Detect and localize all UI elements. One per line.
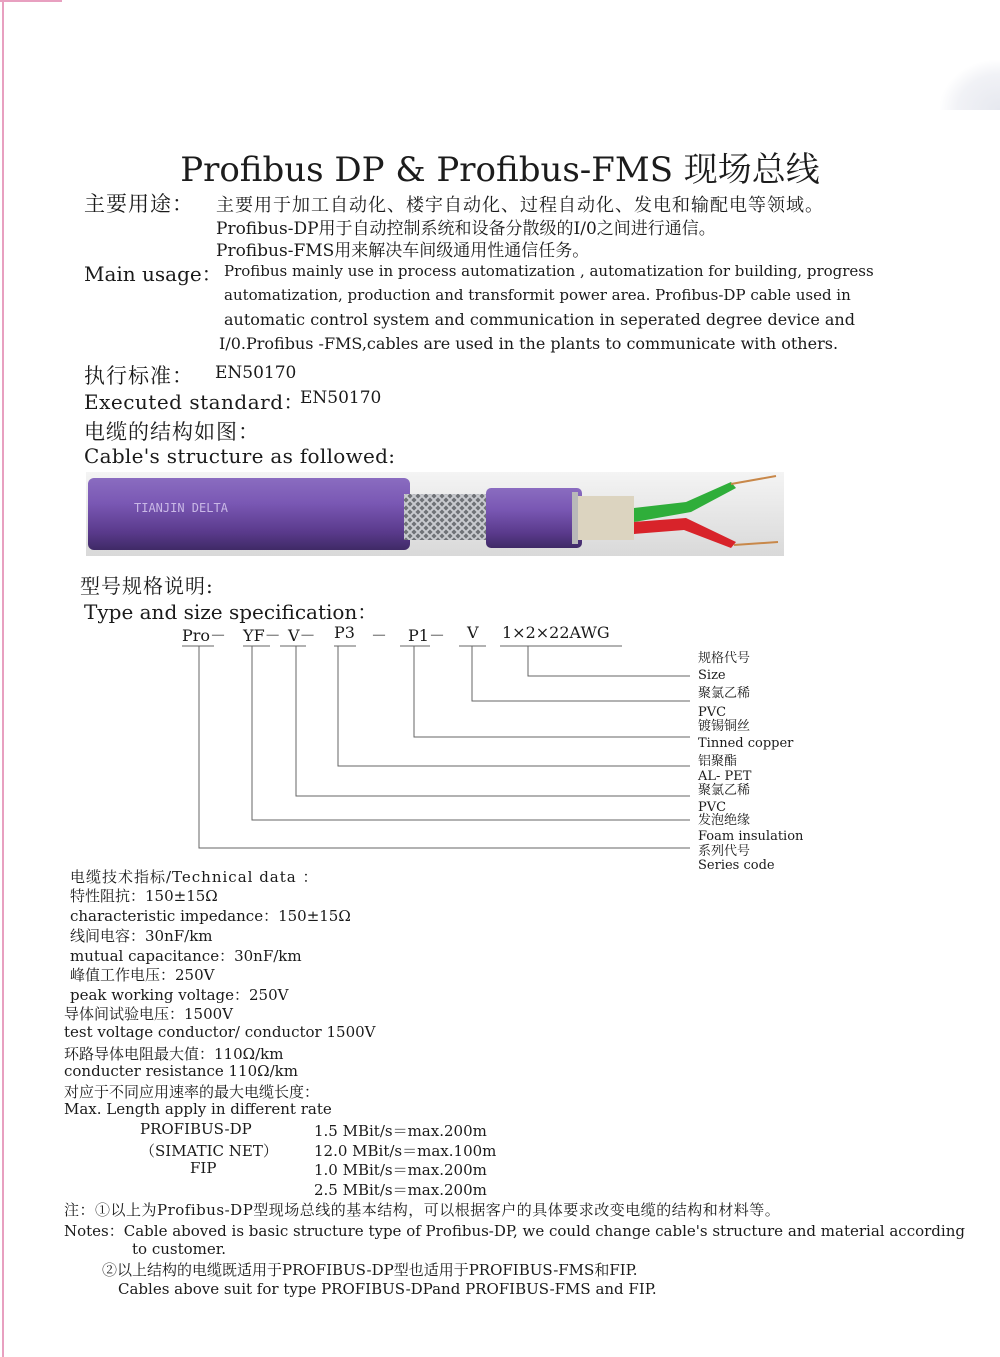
rate-value: 1.5 MBit/s＝max.200m xyxy=(314,1122,487,1140)
structure-cn-label: 电缆的结构如图： xyxy=(84,420,260,444)
corner-decoration xyxy=(940,60,1000,110)
tech-heading: 电缆技术指标/Technical data ： xyxy=(70,868,319,886)
tech-line: 环路导体电阻最大值：110Ω/km xyxy=(64,1045,284,1063)
legend-en: PVC xyxy=(698,800,727,815)
rate-name: （SIMATIC NET） xyxy=(140,1142,278,1160)
tech-line: conducter resistance 110Ω/km xyxy=(64,1062,298,1080)
spec-code-part: P3 xyxy=(334,623,355,642)
spec-code-part: YF－ xyxy=(243,626,281,645)
usage-en-line: automatic control system and communication in seperated degree device and xyxy=(224,310,855,329)
rate-name: PROFIBUS-DP xyxy=(140,1120,252,1138)
legend-en: Size xyxy=(698,668,726,683)
legend-cn: 系列代号 xyxy=(698,844,751,859)
standard-cn-label: 执行标准： xyxy=(84,364,194,388)
legend-cn: 铝聚酯 xyxy=(698,754,738,769)
legend-cn: 聚氯乙稀 xyxy=(698,686,751,701)
legend-en: Tinned copper xyxy=(698,736,794,751)
usage-en-line: Profibus mainly use in process automatization , automatization for building, progress xyxy=(224,262,874,280)
usage-en-line: automatization, production and transformit power area. Profibus-DP cable used in xyxy=(224,286,851,304)
note-cn-2: ②以上结构的电缆既适用于PROFIBUS-DP型也适用于PROFIBUS-FMS和FIP. xyxy=(102,1261,638,1279)
structure-en-label: Cable's structure as followed: xyxy=(84,444,396,468)
tech-line: mutual capacitance：30nF/km xyxy=(70,947,302,965)
legend-cn: 发泡绝缘 xyxy=(698,813,751,828)
rate-name: FIP xyxy=(190,1159,217,1177)
usage-en-line: I/0.Profibus -FMS,cables are used in the plants to communicate with others. xyxy=(219,334,839,353)
note-en-2: Cables above suit for type PROFIBUS-DPand PROFIBUS-FMS and FIP. xyxy=(118,1280,657,1298)
tech-line: 导体间试验电压：1500V xyxy=(64,1005,234,1023)
legend-en: Series code xyxy=(698,858,775,873)
usage-cn-line: Profibus-FMS用来解决车间级通用性通信任务。 xyxy=(216,241,590,261)
cable-print-text: TIANJIN DELTA xyxy=(134,501,228,515)
note-en-1-cont: to customer. xyxy=(132,1240,227,1258)
tech-line: peak working voltage：250V xyxy=(70,986,289,1004)
legend-cn: 镀锡铜丝 xyxy=(698,719,751,734)
spec-code-part: 1×2×22AWG xyxy=(502,623,610,642)
legend-en: AL- PET xyxy=(698,769,752,784)
spec-code-part: Pro－ xyxy=(182,626,227,645)
note-en-1: Notes：Cable aboved is basic structure type of Profibus-DP, we could change cable's structure and material according xyxy=(64,1222,965,1240)
tech-line: 峰值工作电压：250V xyxy=(70,966,215,984)
usage-cn-label: 主要用途： xyxy=(84,192,194,216)
spec-code-part: V－ xyxy=(288,626,316,645)
page-title: Profibus DP & Profibus-FMS 现场总线 xyxy=(180,150,820,190)
usage-en-label: Main usage： xyxy=(84,262,222,286)
spec-cn-label: 型号规格说明: xyxy=(80,574,214,598)
tech-line: Max. Length apply in different rate xyxy=(64,1100,332,1118)
spec-code-part: V xyxy=(467,623,479,642)
tech-line: 对应于不同应用速率的最大电缆长度： xyxy=(64,1083,320,1101)
rate-value: 12.0 MBit/s＝max.100m xyxy=(314,1142,497,1160)
tech-line: test voltage conductor/ conductor 1500V xyxy=(64,1023,376,1041)
standard-en-value: EN50170 xyxy=(300,388,382,408)
legend-cn: 聚氯乙稀 xyxy=(698,783,751,798)
legend-cn: 规格代号 xyxy=(698,651,751,666)
spec-code-part: － xyxy=(371,626,388,645)
page-border-top xyxy=(0,0,62,2)
tech-line: 线间电容：30nF/km xyxy=(70,927,213,945)
note-cn-1: 注：①以上为Profibus-DP型现场总线的基本结构，可以根据客户的具体要求改变电缆的结构和材料等。 xyxy=(64,1201,781,1219)
usage-cn-line: 主要用于加工自动化、楼宇自动化、过程自动化、发电和输配电等领域。 xyxy=(216,195,824,216)
tech-line: 特性阻抗：150±15Ω xyxy=(70,887,218,905)
rate-value: 2.5 MBit/s＝max.200m xyxy=(314,1181,487,1199)
spec-en-label: Type and size specification： xyxy=(84,600,378,624)
standard-en-label: Executed standard： xyxy=(84,390,305,414)
legend-en: Foam insulation xyxy=(698,829,804,844)
tech-line: characteristic impedance：150±15Ω xyxy=(70,907,351,925)
spec-leader-lines xyxy=(0,640,1000,860)
cable-structure-image xyxy=(86,472,784,556)
standard-cn-value: EN50170 xyxy=(215,363,297,383)
spec-code-part: P1－ xyxy=(408,626,445,645)
legend-en: PVC xyxy=(698,705,727,720)
usage-cn-line: Profibus-DP用于自动控制系统和设备分散级的I/0之间进行通信。 xyxy=(216,219,716,239)
rate-value: 1.0 MBit/s＝max.200m xyxy=(314,1161,487,1179)
